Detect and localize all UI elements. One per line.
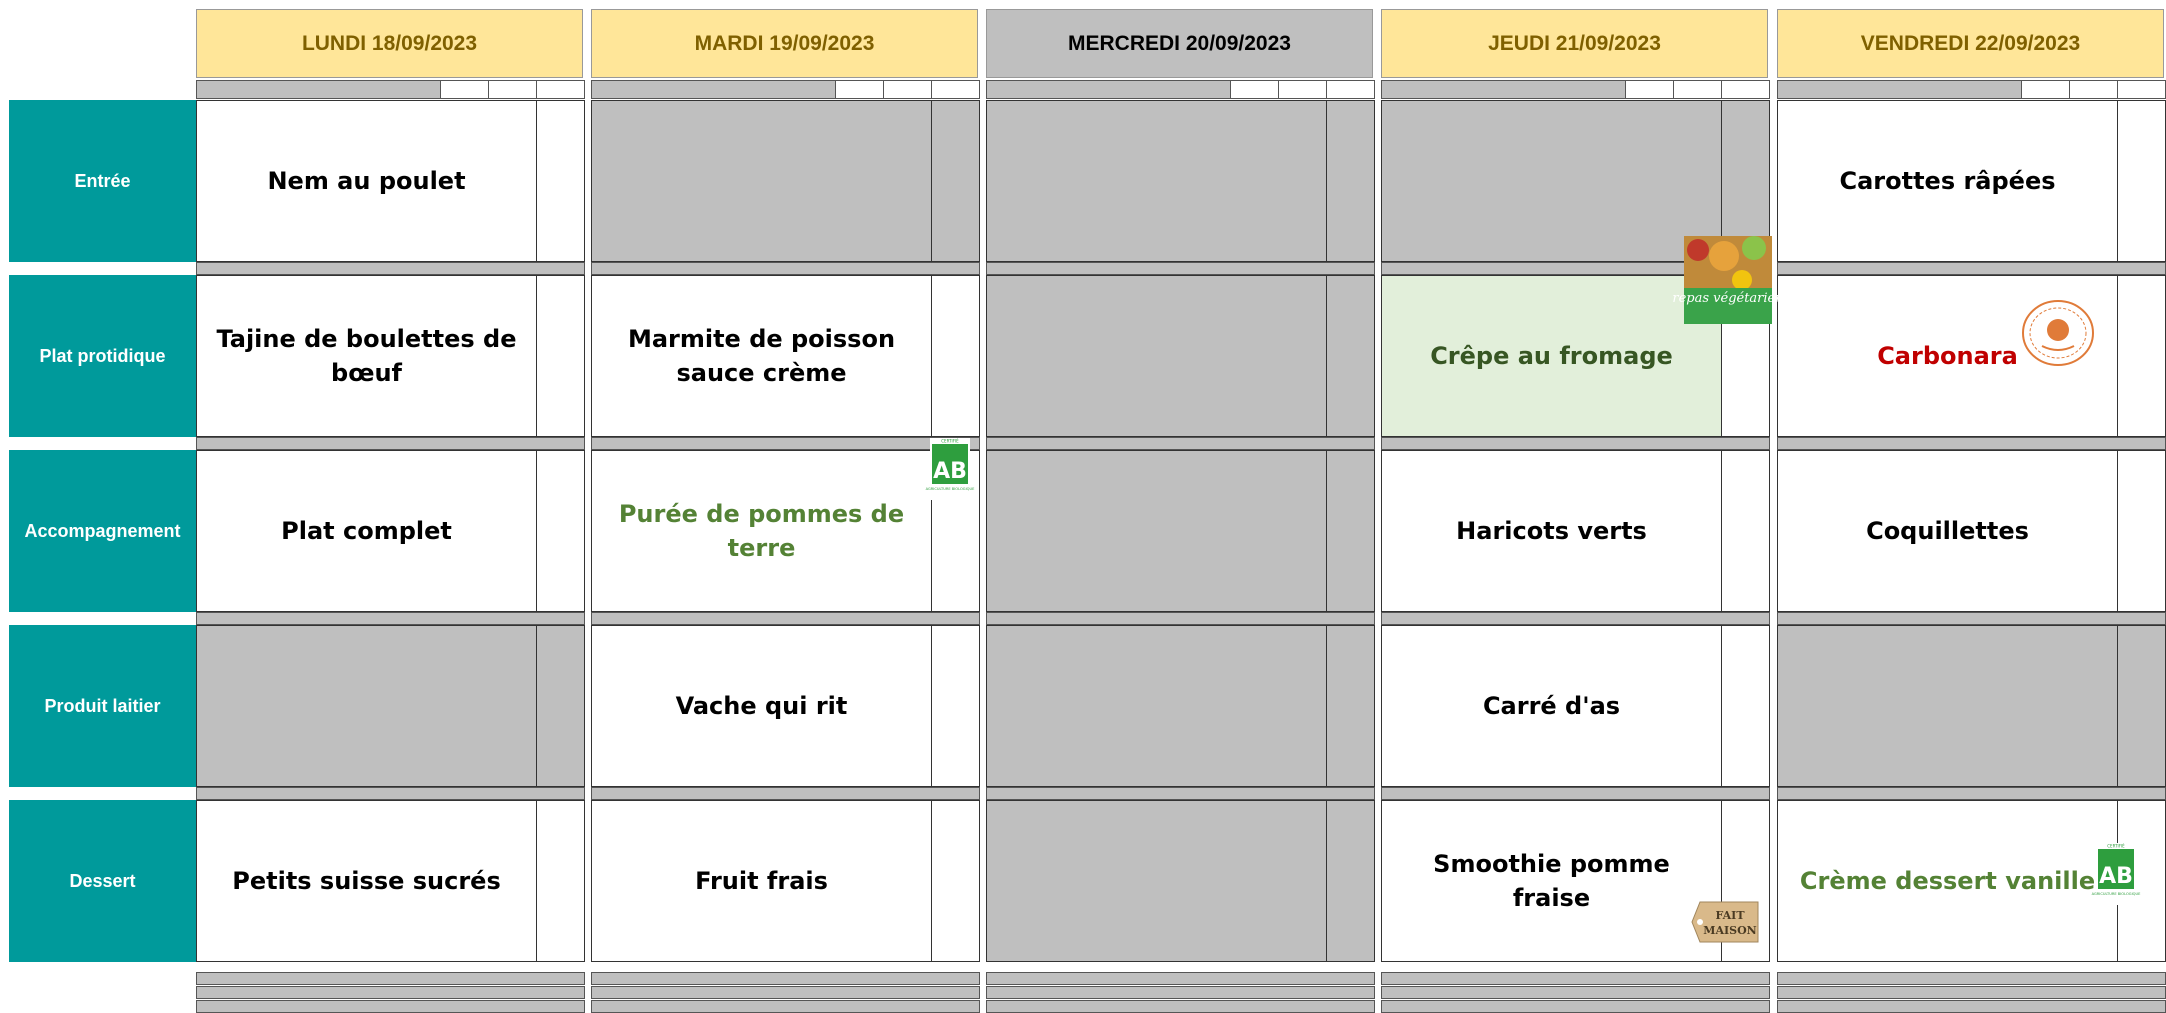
- menu-item: Carbonara: [1778, 276, 2118, 436]
- menu-cell: [196, 275, 585, 437]
- day-header: MARDI 19/09/2023: [591, 9, 978, 78]
- footer-bar: [196, 1000, 585, 1013]
- menu-cell: [1777, 275, 2166, 437]
- menu-item: Vache qui rit: [592, 626, 932, 786]
- vegetarian-meal-icon: [1672, 236, 1784, 324]
- row-separator: [196, 787, 585, 800]
- row-separator: [986, 437, 1375, 450]
- row-separator: [196, 262, 585, 275]
- footer-bar: [1381, 1000, 1770, 1013]
- row-separator: [591, 262, 980, 275]
- row-separator: [986, 612, 1375, 625]
- menu-cell: [1381, 625, 1770, 787]
- footer-bar: [196, 972, 585, 985]
- day-subheader-bar: [1777, 80, 2166, 99]
- bio-logo-icon: [925, 438, 975, 500]
- menu-cell: [1777, 100, 2166, 262]
- day-column: [1381, 0, 1770, 1011]
- homemade-text: FAIT MAISON: [1690, 900, 1697, 901]
- row-separator: [1777, 437, 2166, 450]
- footer-bar: [1777, 972, 2166, 985]
- category-label: Dessert: [69, 870, 136, 891]
- category-label: Entrée: [74, 170, 131, 191]
- svg-text:CERTIFIÉ: CERTIFIÉ: [2107, 843, 2125, 849]
- menu-item: Plat complet: [197, 451, 537, 611]
- menu-cell: [196, 625, 585, 787]
- menu-cell: [1381, 450, 1770, 612]
- menu-item: Marmite de poisson sauce crème: [592, 276, 932, 436]
- menu-item: [592, 101, 932, 261]
- svg-text:CERTIFIÉ: CERTIFIÉ: [941, 438, 959, 444]
- menu-cell: [591, 625, 980, 787]
- day-header: VENDREDI 22/09/2023: [1777, 9, 2164, 78]
- row-separator: [1381, 437, 1770, 450]
- footer-bar: [1381, 972, 1770, 985]
- menu-cell: [591, 275, 980, 437]
- bio-logo-caption: AGRICULTURE BIOLOGIQUE: [925, 487, 975, 491]
- day-subheader-bar: [591, 80, 980, 99]
- menu-item: Fruit frais: [592, 801, 932, 961]
- row-separator: [986, 262, 1375, 275]
- menu-item: [987, 451, 1327, 611]
- row-separator: [1381, 612, 1770, 625]
- menu-item: [197, 626, 537, 786]
- vegetarian-text: repas végétarien: [1672, 291, 1784, 306]
- footer-bar: [986, 972, 1375, 985]
- menu-item: Carottes râpées: [1778, 101, 2118, 261]
- menu-item: Crème dessert vanille: [1778, 801, 2118, 961]
- menu-cell: [196, 800, 585, 962]
- footer-bar: [591, 1000, 980, 1013]
- row-separator: [986, 787, 1375, 800]
- menu-cell: [1777, 450, 2166, 612]
- category-dessert: [9, 800, 196, 962]
- homemade-tag-icon: [1690, 900, 1760, 944]
- menu-cell: [591, 450, 980, 612]
- category-entree: [9, 100, 196, 262]
- menu-item: Petits suisse sucrés: [197, 801, 537, 961]
- bio-logo-icon: [2091, 843, 2141, 905]
- footer-bar: [986, 1000, 1375, 1013]
- day-column: [591, 0, 980, 1011]
- row-separator: [1777, 612, 2166, 625]
- day-column: [196, 0, 585, 1011]
- bio-logo-caption: AGRICULTURE BIOLOGIQUE: [2091, 892, 2141, 896]
- menu-item: Nem au poulet: [197, 101, 537, 261]
- footer-bar: [196, 986, 585, 999]
- svg-text:FAIT: FAIT: [1715, 909, 1745, 922]
- menu-cell: [1777, 625, 2166, 787]
- row-separator: [196, 612, 585, 625]
- menu-item: [1382, 101, 1722, 261]
- bio-logo-text: AB: [2099, 864, 2133, 889]
- row-separator: [196, 437, 585, 450]
- menu-item: Carré d'as: [1382, 626, 1722, 786]
- menu-item: [1778, 626, 2118, 786]
- category-plat-protidique: [9, 275, 196, 437]
- menu-item: Haricots verts: [1382, 451, 1722, 611]
- bio-logo-text: AB: [933, 459, 967, 484]
- menu-cell: [986, 275, 1375, 437]
- row-separator: [1381, 787, 1770, 800]
- day-column: [986, 0, 1375, 1011]
- footer-bar: [1381, 986, 1770, 999]
- menu-cell: [986, 800, 1375, 962]
- menu-cell: [196, 450, 585, 612]
- menu-cell: [196, 100, 585, 262]
- day-header: MERCREDI 20/09/2023: [986, 9, 1373, 78]
- menu-item: Purée de pommes de terre: [592, 451, 932, 611]
- day-subheader-bar: [1381, 80, 1770, 99]
- row-separator: [1777, 262, 2166, 275]
- footer-bar: [986, 986, 1375, 999]
- row-separator: [1777, 787, 2166, 800]
- menu-cell: [591, 100, 980, 262]
- menu-item: Crêpe au fromage: [1382, 276, 1722, 436]
- category-label: Accompagnement: [24, 520, 181, 541]
- category-accompagnement: [9, 450, 196, 612]
- day-header: LUNDI 18/09/2023: [196, 9, 583, 78]
- footer-bar: [591, 972, 980, 985]
- day-header: JEUDI 21/09/2023: [1381, 9, 1768, 78]
- category-label: Produit laitier: [44, 695, 161, 716]
- footer-bar: [1777, 1000, 2166, 1013]
- menu-item: [987, 101, 1327, 261]
- row-separator: [591, 437, 980, 450]
- svg-text:MAISON: MAISON: [1703, 924, 1757, 937]
- footer-bar: [591, 986, 980, 999]
- row-separator: [591, 612, 980, 625]
- regional-quality-stamp-icon: [2020, 298, 2096, 368]
- menu-cell: [986, 450, 1375, 612]
- menu-item: Tajine de boulettes de bœuf: [197, 276, 537, 436]
- day-subheader-bar: [986, 80, 1375, 99]
- menu-cell: [986, 100, 1375, 262]
- menu-item: [987, 801, 1327, 961]
- menu-item: [987, 626, 1327, 786]
- row-separator: [591, 787, 980, 800]
- menu-item: [987, 276, 1327, 436]
- day-subheader-bar: [196, 80, 585, 99]
- category-label: Plat protidique: [39, 345, 166, 366]
- menu-item: Coquillettes: [1778, 451, 2118, 611]
- footer-bar: [1777, 986, 2166, 999]
- menu-cell: [986, 625, 1375, 787]
- category-produit-laitier: [9, 625, 196, 787]
- menu-item: Smoothie pomme fraise: [1382, 801, 1722, 961]
- menu-cell: [591, 800, 980, 962]
